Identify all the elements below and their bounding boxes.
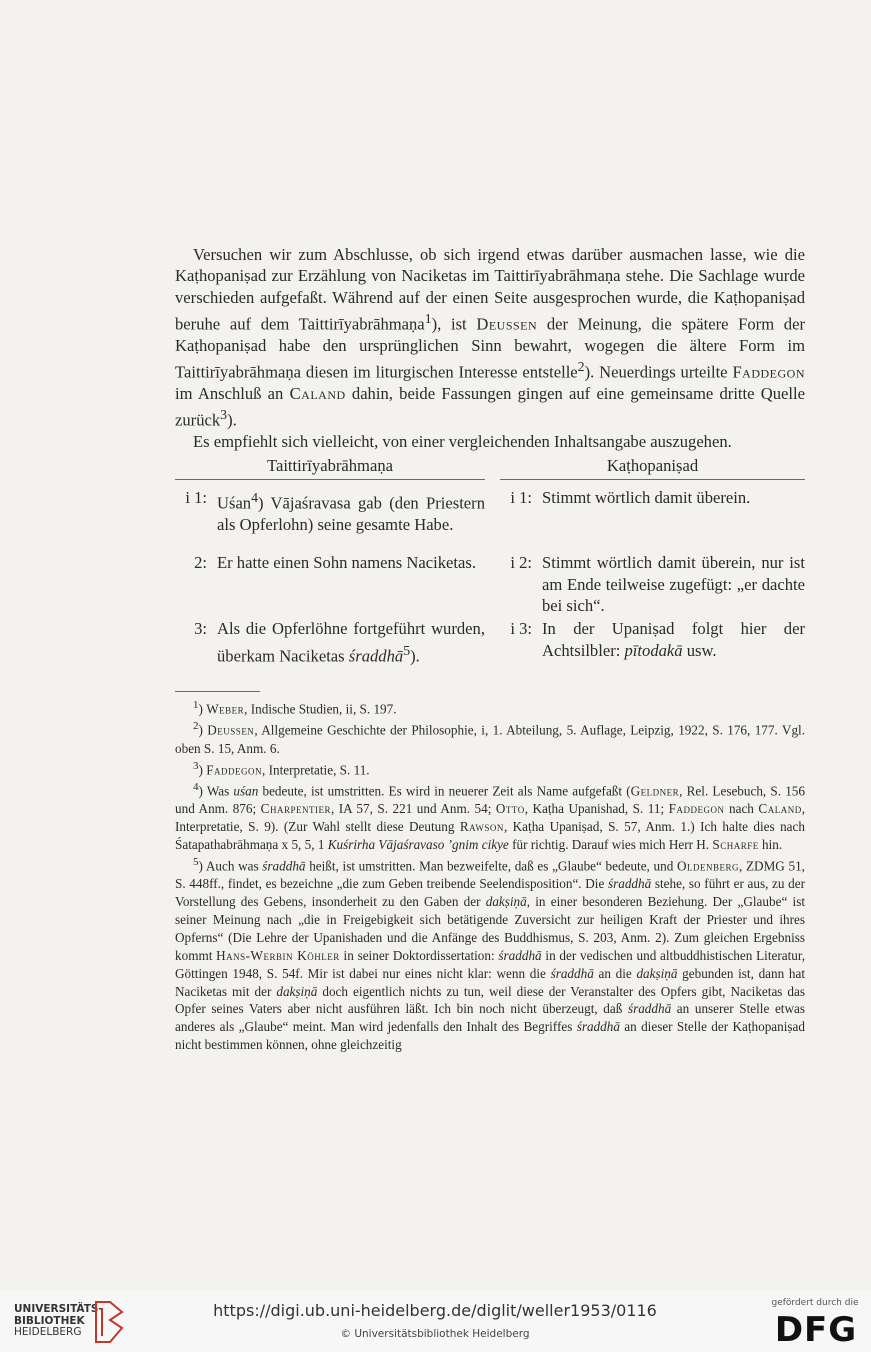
entry-text: Als die Opferlöhne fortgeführt wurden, überkam Naciketas śraddhā$^5$). <box>217 619 485 666</box>
entry-text: In der Upaniṣad folgt hier der Achtsilbler: pītodakā usw. <box>542 619 805 660</box>
entry-number: i 1: <box>510 488 532 507</box>
footnote-separator <box>175 691 260 692</box>
ub-logo-mark-icon <box>92 1296 126 1346</box>
body-text <box>175 244 805 452</box>
footnote-ref-2: 2 <box>577 359 585 375</box>
footnote-2: $^2$) Deussen, Allgemeine Geschichte der Philosophie, i, 1. Abteilung, 5. Auflage, Leipzig, 1922, S. 176, 177. Vgl. oben S. 15, Anm. 6. <box>175 720 805 756</box>
footnote-ref-1: 1 <box>424 310 432 326</box>
entry-text: Stimmt wörtlich damit überein. <box>542 488 751 507</box>
entry-text: Er hatte einen Sohn namens Naciketas. <box>217 553 476 572</box>
entry-number: 2: <box>194 553 207 572</box>
footnote-ref-5: 5 <box>403 642 411 658</box>
entry-text: Uśan$^4$) Vājaśravasa gab (den Priestern als Opferlohn) seine gesamte Habe. <box>217 490 485 535</box>
column-rule-right <box>500 479 805 480</box>
entry-text: Stimmt wörtlich damit überein, nur ist am Ende teilweise zugefügt: „er dachte bei sich“. <box>542 553 805 616</box>
entry-number: i 3: <box>510 619 532 638</box>
dfg-logo[interactable]: DFG <box>774 1310 858 1350</box>
entry-number: i 1: <box>185 488 207 507</box>
footnotes <box>175 697 805 1054</box>
entry-number: 3: <box>194 619 207 638</box>
column-rule-left <box>175 479 485 480</box>
ub-heidelberg-logo[interactable]: UNIVERSITÄTS- BIBLIOTHEK HEIDELBERG <box>14 1303 103 1338</box>
author-name: Caland <box>289 383 346 403</box>
author-name: Deussen <box>476 314 538 334</box>
copyright-notice: © Universitätsbibliothek Heidelberg <box>340 1328 530 1340</box>
permalink-url[interactable]: https://digi.ub.uni-heidelberg.de/diglit/weller1953/0116 <box>213 1301 657 1320</box>
paragraph-1: Versuchen wir zum Abschlusse, ob sich irgend etwas darüber ausmachen lasse, wie die Kaṭhopaniṣad zur Erzählung von Naciketas im Taittirīyabrāhmaṇa stehe. Die Sachlage wurde verschieden aufgefaßt. Während auf der einen Seite ausgesprochen wurde, die Kaṭhopaniṣad beruhe auf dem Taittirīyabrāhmaṇa$^1$), ist Deussen der Meinung, die spätere Form der Kaṭhopaniṣad habe den ursprünglichen Sinn bewahrt, wogegen die ältere Form im Taittirīyabrāhmaṇa diesen im liturgischen Interesse entstelle$^2$). Neuerdings urteilte Faddegon im Anschluß an Caland dahin, beide Fassungen gingen auf eine gemeinsame dritte Quelle zurück$^3$). <box>175 245 805 430</box>
author-name: Faddegon <box>732 362 805 382</box>
column-heading-left: Taittirīyabrāhmaṇa <box>266 456 393 475</box>
entry-number: i 2: <box>510 553 532 572</box>
paragraph-2: Es empfiehlt sich vielleicht, von einer vergleichenden Inhaltsangabe auszugehen. <box>193 431 732 451</box>
footnote-3: $^3$) Faddegon, Interpretatie, S. 11. <box>193 759 370 777</box>
dfg-caption: gefördert durch die <box>771 1298 859 1308</box>
viewer-footer <box>0 1290 871 1352</box>
footnote-ref-4: 4 <box>251 490 259 505</box>
footnote-4: $^4$) Was uśan bedeute, ist umstritten. Es wird in neuerer Zeit als Name aufgefaßt (Geldner, Rel. Lesebuch, S. 156 und Anm. 876; Charpentier, IA 57, S. 221 und Anm. 54; Otto, Kaṭha Upanishad, S. 11; Faddegon nach Caland, Interpretatie, S. 9). (Zur Wahl stellt diese Deutung Rawson, Kaṭha Upaniṣad, S. 57, Anm. 1.) Ich halte dies nach Śatapathabrāhmaṇa x 5, 5, 1 Kuśrirha Vājaśravaso ’gnim cikye für richtig. Darauf wies mich Herr H. Scharfe hin. <box>175 780 805 852</box>
column-heading-right: Kaṭhopaniṣad <box>606 456 699 475</box>
footnote-5: $^5$) Auch was śraddhā heißt, ist umstritten. Man bezweifelte, daß es „Glaube“ bedeute, und Oldenberg, ZDMG 51, S. 448ff., findet, es bezeichne „die zum Geben treibende Seelendisposition“. Die śraddhā stehe, so führt er aus, zu der Vorstellung des Gebens, insonderheit zu den Gaben der dakṣiṇā, in einer besonderen Beziehung. Der „Glaube“ ist seiner Meinung nach „die in Freigebigkeit sich betätigende Zuversicht zur heiligen Kraft der Priester und ihres Opferns“ (Die Lehre der Upanishaden und die Anfänge des Buddhismus, S. 203, Anm. 2). Zum gleichen Ergebniss kommt Hans-Werbin Köhler in seiner Doktordissertation: śraddhā in der vedischen und altbuddhistischen Literatur, Göttingen 1948, S. 54f. Mir ist dabei nur eines nicht klar: wenn die śraddhā an die dakṣiṇā gebunden ist, dann hat Naciketas mit der dakṣiṇā doch eigentlich nichts zu tun, weil diese der Veranstalter des Opfers gibt, Naciketas das Opfer seines Vaters aber nicht ausführen läßt. Ich bin noch nicht überzeugt, daß śraddhā an unserer Stelle etwas anderes als „Glaube“ meint. Man wird jedenfalls den Inhalt des Begriffes śraddhā an dieser Stelle der Kaṭhopaniṣad nicht bestimmen können, ohne gleichzeitig <box>175 855 806 1053</box>
footnote-ref-3: 3 <box>220 407 228 423</box>
footnote-1: $^1$) Weber, Indische Studien, ii, S. 197. <box>193 699 397 717</box>
